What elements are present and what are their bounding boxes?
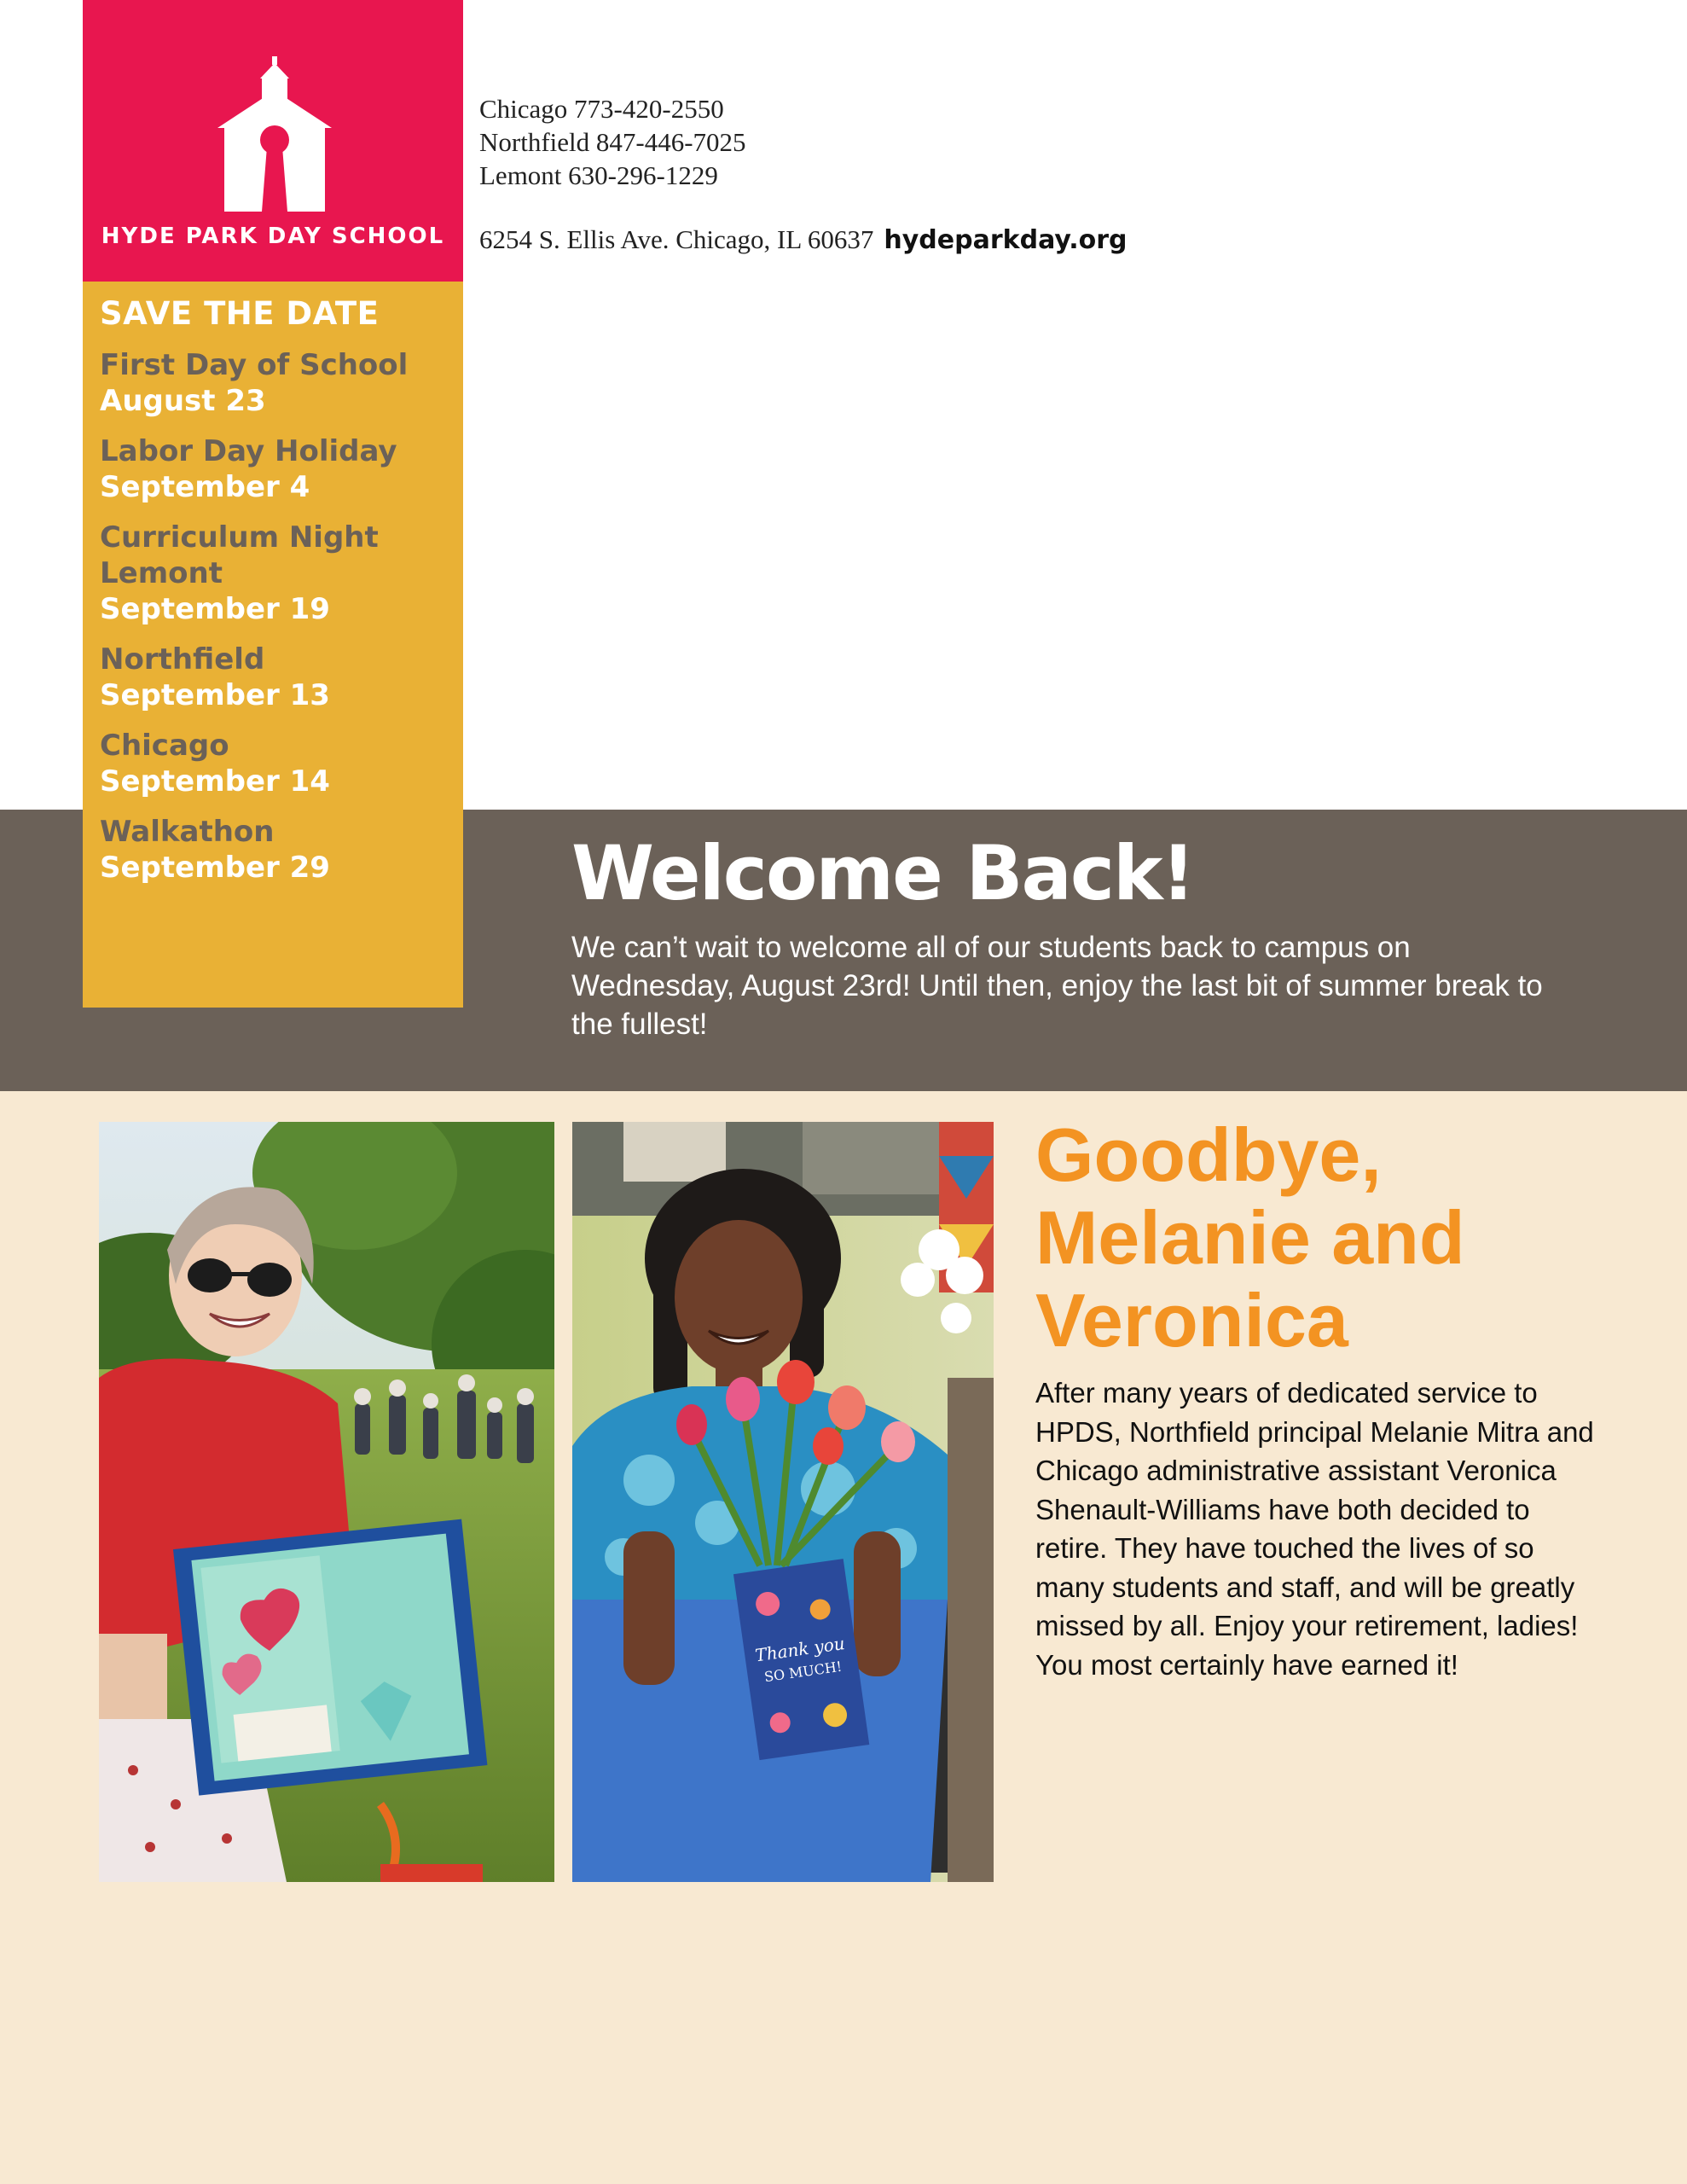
phone-lemont[interactable]: Lemont 630-296-1229 bbox=[479, 160, 718, 190]
event-title: Curriculum Night bbox=[100, 520, 379, 555]
event-title: Labor Day Holiday bbox=[100, 434, 397, 469]
event-title: Northfield bbox=[100, 642, 265, 677]
photo-melanie-image bbox=[99, 1122, 554, 1882]
website-link[interactable]: hydeparkday.org bbox=[884, 225, 1128, 255]
photo-veronica-image bbox=[572, 1122, 994, 1882]
phone-northfield[interactable]: Northfield 847-446-7025 bbox=[479, 127, 746, 157]
event-date: September 14 bbox=[100, 764, 330, 799]
address-line bbox=[479, 223, 1127, 257]
event-title: Walkathon bbox=[100, 815, 275, 850]
event-date: September 4 bbox=[100, 470, 310, 505]
event-title: Chicago bbox=[100, 729, 229, 764]
schoolhouse-keyhole-icon bbox=[217, 56, 332, 212]
event-item bbox=[100, 347, 463, 419]
school-name: HYDE PARK DAY SCHOOL bbox=[101, 224, 445, 249]
event-date: September 29 bbox=[100, 851, 330, 886]
event-item bbox=[100, 642, 463, 713]
street-address: 6254 S. Ellis Ave. Chicago, IL 60637 bbox=[479, 224, 874, 254]
event-title: First Day of School bbox=[100, 348, 409, 383]
event-item bbox=[100, 433, 463, 505]
goodbye-title: Goodbye, Melanie and Veronica bbox=[1035, 1112, 1465, 1362]
event-date: September 19 bbox=[100, 592, 330, 627]
event-item bbox=[100, 814, 463, 886]
save-the-date-panel bbox=[83, 282, 463, 1008]
contact-info bbox=[479, 92, 1127, 257]
phone-chicago[interactable]: Chicago 773-420-2550 bbox=[479, 94, 724, 124]
event-item bbox=[100, 520, 463, 627]
event-date: August 23 bbox=[100, 384, 266, 419]
photo-melanie bbox=[99, 1122, 554, 1882]
welcome-text: We can’t wait to welcome all of our students back to campus on Wednesday, August 23rd! Until then, enjoy the last bit of summer break to the fullest! bbox=[571, 931, 1543, 1041]
card-text-line1: Thank you bbox=[753, 1632, 846, 1666]
photo-veronica bbox=[572, 1122, 994, 1882]
goodbye-text: After many years of dedicated service to HPDS, Northfield principal Melanie Mitra and Chicago administrative assistant Veronica Shenault-Williams have both decided to retire. They have touched the lives of so many students and staff, and will be greatly missed by all. Enjoy your retirement, ladies! You most certainly have earned it! bbox=[1035, 1377, 1594, 1681]
welcome-title: Welcome Back! bbox=[571, 829, 1194, 917]
event-item bbox=[100, 728, 463, 799]
event-subtitle: Lemont bbox=[100, 556, 223, 591]
card-text-line2: SO MUCH! bbox=[762, 1658, 844, 1686]
save-the-date-title: SAVE THE DATE bbox=[100, 295, 380, 332]
school-logo[interactable] bbox=[83, 0, 463, 282]
event-date: September 13 bbox=[100, 678, 330, 713]
